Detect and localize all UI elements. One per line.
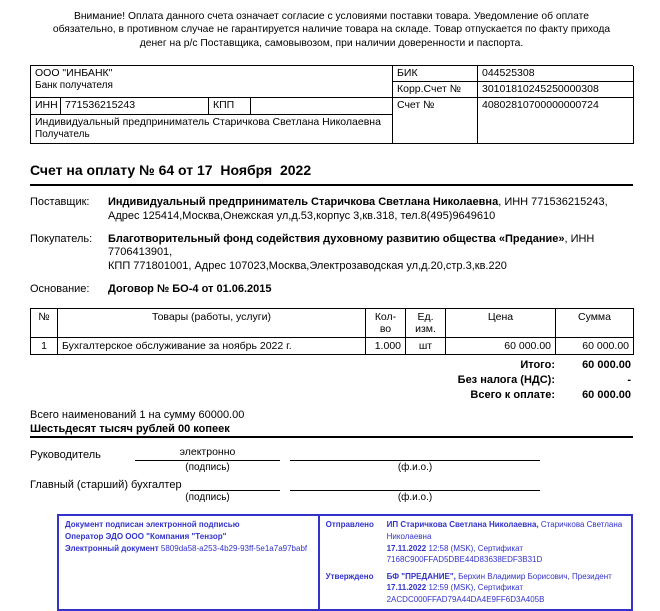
name-caption: (ф.и.о.) (397, 462, 433, 474)
supplier-inn: , ИНН 771536215243, (498, 196, 608, 209)
approved-certificate-line (387, 582, 625, 605)
buyer-name: Благотворительный фонд содействия духовному развитию общества «Предание» (108, 232, 565, 245)
accountant-name-line (290, 476, 540, 491)
items-count-line: Всего наименований 1 на сумму 60000.00 (30, 408, 245, 421)
recipient-cell (31, 115, 393, 144)
summary-section (30, 408, 633, 437)
item-num: 1 (31, 337, 58, 354)
corr-account-label: Корр.Счет № (393, 82, 478, 98)
supplier-row (30, 196, 633, 224)
approved-date: 17.11.2022 (386, 583, 429, 593)
parties-section (30, 196, 633, 297)
amount-in-words: Шестьдесят тысяч рублей 00 копеек (30, 423, 230, 436)
recipient-name: Индивидуальный предприниматель Старичкова Светлана Николаевна (35, 116, 381, 129)
supplier-address: Адрес 125414,Москва,Онежская ул,д.53,корпус 3,кв.318, тел.8(495)9649610 (108, 209, 496, 222)
edo-document-label: Электронный документ (65, 543, 161, 553)
basis-label: Основание: (30, 282, 90, 295)
item-sum: 60 000.00 (556, 337, 634, 354)
approved-content (387, 571, 625, 606)
accountant-signature-line (190, 476, 280, 491)
approved-label: Утверждено (325, 571, 374, 581)
total-row-subtotal (30, 358, 633, 373)
electronic-signature-stamps (57, 514, 633, 610)
sent-signer-line (387, 519, 625, 542)
basis-row (30, 283, 633, 297)
approved-signer-line (387, 571, 625, 583)
approved-signer-name: БФ "ПРЕДАНИЕ", (386, 571, 459, 581)
bank-name: ООО "ИНБАНК" (35, 67, 113, 80)
sent-label: Отправлено (325, 520, 374, 530)
supplier-value (108, 196, 633, 224)
signatures-section (30, 446, 633, 506)
totals-section (30, 358, 633, 403)
buyer-label: Покупатель: (30, 232, 93, 245)
sent-date: 17.11.2022 (386, 543, 429, 553)
header-num: № (31, 308, 58, 337)
item-goods: Бухгалтерское обслуживание за ноябрь 2022 г. (58, 337, 366, 354)
sent-certificate: 12:58 (MSK), Сертификат 7168C900FFAD5DBE44D83638EDF3B31D (386, 543, 543, 565)
corr-account-value: 30101810245250000308 (478, 82, 634, 98)
sent-signer-person: Старичкова Светлана Николаевна (386, 520, 623, 541)
bik-label: БИК (393, 66, 478, 82)
sent-content (387, 519, 625, 565)
subtotal-label: Итого: (520, 358, 555, 371)
header-sum: Сумма (556, 308, 634, 337)
edo-signed-line: Документ подписан электронной подписью (65, 520, 240, 530)
warning-text: Внимание! Оплата данного счета означает согласие с условиями поставки товара. Уведомление об оплате обязательно, в противном случае не гарантируется наличие товара на складе. Товар отпускается по факту прихода денег на р/с Поставщика, самовывозом, при наличии доверенности и паспорта. (52, 11, 611, 49)
total-row-vat (30, 373, 633, 388)
header-unit: Ед. изм. (406, 308, 446, 337)
items-table (30, 308, 634, 355)
bank-name-cell (31, 66, 393, 98)
signers-stamp-box (320, 514, 633, 610)
edo-document-id: 5809da58-a253-4b29-93ff-5e1a7a97babf (160, 543, 308, 553)
supplier-name: Индивидуальный предприниматель Старичкова Светлана Николаевна (108, 196, 499, 209)
sign-caption: (подпись) (185, 462, 230, 474)
supplier-label: Поставщик: (30, 196, 90, 209)
total-row-grand (30, 388, 633, 403)
item-price: 60 000.00 (446, 337, 556, 354)
sent-certificate-line (387, 543, 625, 566)
buyer-address: КПП 771801001, Адрес 107023,Москва,Электрозаводская ул,д.20,стр.3,кв.220 (108, 260, 507, 273)
kpp-label: КПП (209, 98, 251, 115)
accountant-signature-label: Главный (старший) бухгалтер (30, 479, 182, 492)
header-qty: Кол-во (366, 308, 406, 337)
sign-caption: (подпись) (185, 492, 230, 504)
edo-stamp-box (57, 514, 320, 610)
account-label: Счет № (393, 98, 478, 144)
kpp-value (251, 98, 393, 115)
grand-total-value: 60 000.00 (582, 388, 631, 401)
subtotal-value: 60 000.00 (582, 358, 631, 371)
head-signature-line: электронно (135, 446, 280, 461)
head-name-line (290, 446, 540, 461)
item-unit: шт (406, 337, 446, 354)
name-caption: (ф.и.о.) (397, 492, 433, 504)
bik-value: 044525308 (478, 66, 634, 82)
buyer-value (108, 233, 633, 274)
invoice-title: Счет на оплату № 64 от 17 Ноября 2022 (30, 162, 312, 179)
divider-line (30, 184, 633, 186)
header-goods: Товары (работы, услуги) (58, 308, 366, 337)
inn-value: 771536215243 (61, 98, 209, 115)
items-header-row (31, 308, 634, 337)
bank-details-table (30, 65, 633, 144)
divider-line (30, 436, 633, 438)
head-signature-label: Руководитель (30, 449, 101, 462)
edo-document-line (65, 543, 312, 555)
inn-label: ИНН (31, 98, 61, 115)
recipient-caption: Получатель (35, 129, 90, 141)
sent-signer-name: ИП Старичкова Светлана Николаевна, (386, 520, 541, 530)
bank-name-caption: Банк получателя (35, 80, 113, 92)
account-value: 40802810700000000724 (478, 98, 634, 144)
vat-value: - (627, 373, 631, 386)
item-qty: 1.000 (366, 337, 406, 354)
table-row (31, 337, 634, 354)
buyer-inn: , ИНН 7706413901, (108, 232, 595, 259)
basis-value: Договор № БО-4 от 01.06.2015 (108, 282, 272, 295)
approved-signer-person: Берхин Владимир Борисович, Президент (458, 571, 612, 581)
grand-total-label: Всего к оплате: (470, 388, 555, 401)
approved-certificate: 12:59 (MSK), Сертификат 2ACDC000FFAD79A44DA4E9FF6D3A405B (386, 583, 545, 604)
vat-label: Без налога (НДС): (457, 373, 555, 386)
edo-operator-line: Оператор ЭДО ООО "Компания "Тензор" (65, 531, 227, 541)
header-price: Цена (446, 308, 556, 337)
buyer-row (30, 233, 633, 274)
